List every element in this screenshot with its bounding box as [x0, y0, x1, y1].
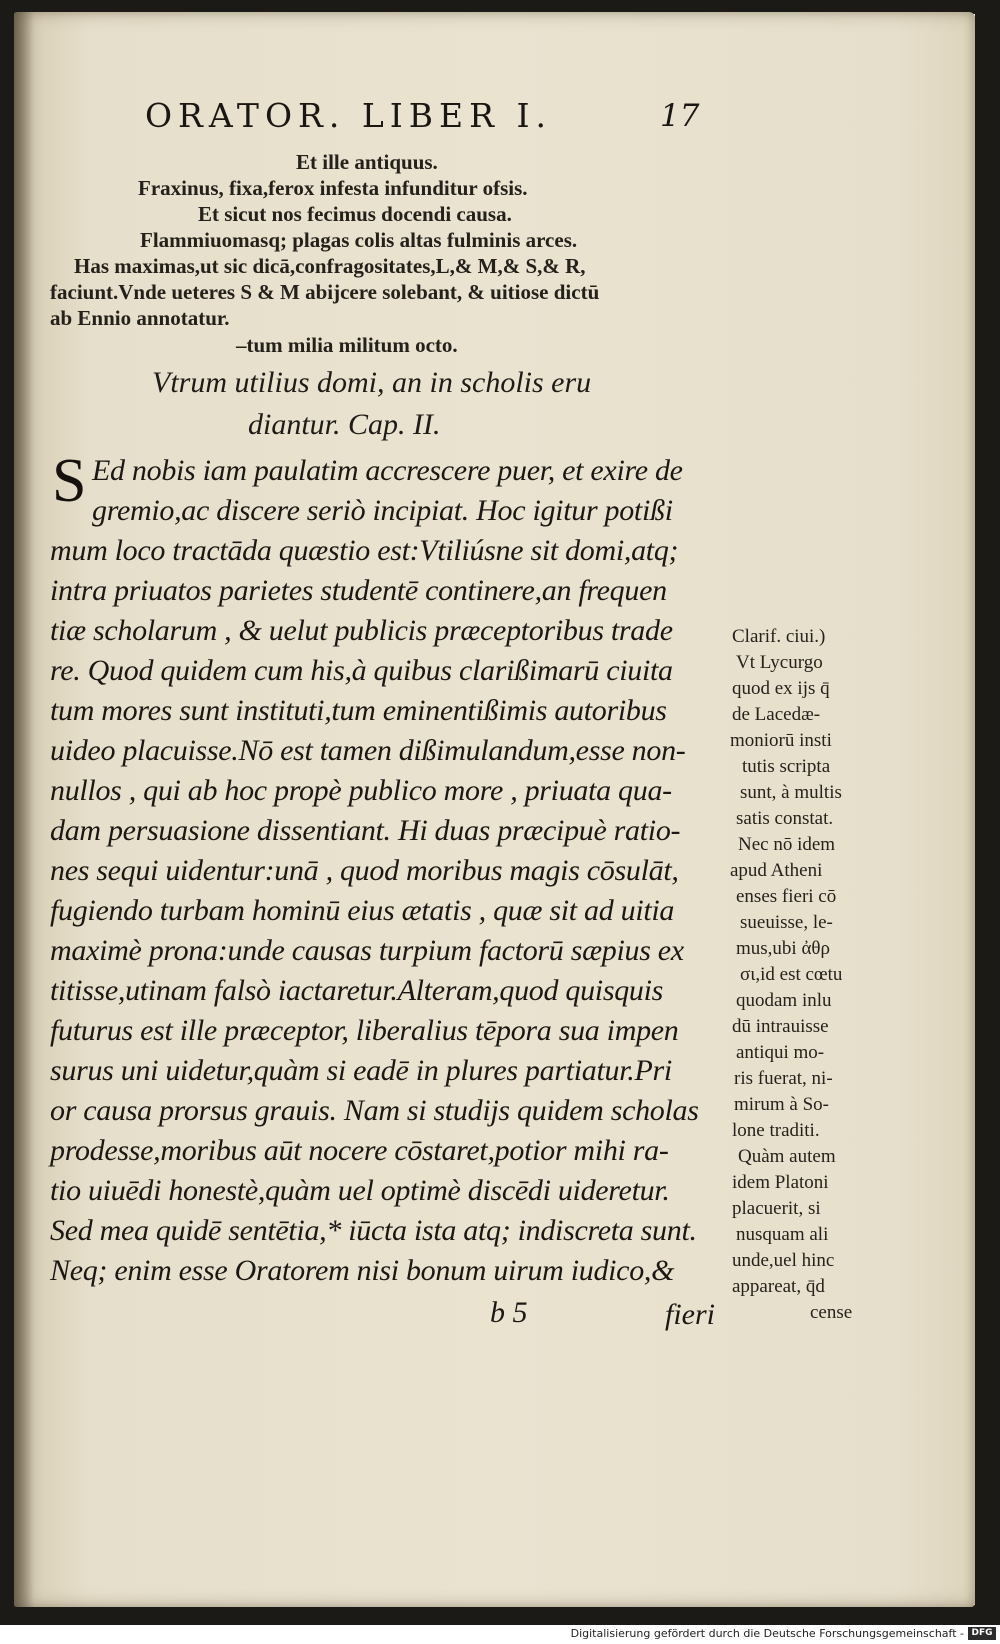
margin-note: σι,id est cœtu	[740, 964, 843, 985]
body-line: tio uiuēdi honestè,quàm uel optimè discēdi uideretur.	[50, 1174, 670, 1207]
verse-line: Fraxinus, fixa,ferox infesta infunditur ofsis.	[138, 176, 528, 200]
body-line: Neq; enim esse Oratorem nisi bonum uirum iudico,&	[50, 1254, 675, 1287]
body-line: gremio,ac discere seriò incipiat. Hoc igitur potißi	[92, 494, 673, 527]
body-line: re. Quod quidem cum his,à quibus clarißimarū ciuita	[50, 654, 673, 687]
margin-note: Clarif. ciui.)	[732, 626, 826, 647]
body-line: uideo placuisse.Nō est tamen dißimulandum,esse non-	[50, 734, 686, 767]
verse-line: Et ille antiquus.	[296, 150, 438, 174]
margin-note: dū intrauisse	[732, 1016, 829, 1037]
margin-note: satis constat.	[736, 808, 834, 829]
margin-note: mus,ubi ἀθρ	[736, 938, 830, 959]
body-line: futurus est ille præceptor, liberalius tēpora sua impen	[50, 1014, 679, 1047]
scan-backdrop-right	[975, 0, 1000, 1625]
margin-note: apud Atheni	[730, 860, 823, 881]
body-line: maximè prona:unde causas turpium factorū sæpius ex	[50, 934, 684, 967]
margin-note: ris fuerat, ni-	[734, 1068, 833, 1089]
margin-note: lone traditi.	[732, 1120, 820, 1141]
body-line: nullos , qui ab hoc propè publico more , priuata qua-	[50, 774, 672, 807]
margin-note: mirum à So-	[734, 1094, 829, 1115]
margin-note: sueuisse, le-	[740, 912, 833, 933]
body-line: surus uni uidetur,quàm si eadē in plures partiatur.Pri	[50, 1054, 672, 1087]
body-line: Sed mea quidē sentētia,* iūcta ista atq; indiscreta sunt.	[50, 1214, 697, 1247]
verse-line: –tum milia militum octo.	[236, 333, 458, 357]
margin-note: sunt, à multis	[740, 782, 842, 803]
body-line: titisse,utinam falsò iactaretur.Alteram,quod quisquis	[50, 974, 664, 1007]
body-line: or causa prorsus grauis. Nam si studijs quidem scholas	[50, 1094, 699, 1127]
body-line: mum loco tractāda quæstio est:Vtiliúsne sit domi,atq;	[50, 534, 679, 567]
margin-note: enses fieri cō	[736, 886, 837, 907]
folio-number: 17	[660, 98, 700, 134]
running-head: ORATOR. LIBER I.	[145, 96, 552, 135]
margin-note: Vt Lycurgo	[736, 652, 823, 673]
margin-note: unde,uel hinc	[732, 1250, 835, 1271]
scan-backdrop-bottom	[0, 1605, 1000, 1625]
gutter-shadow	[14, 12, 34, 1607]
margin-note: moniorū insti	[730, 730, 832, 751]
digitization-credit: Digitalisierung gefördert durch die Deutsche Forschungsgemeinschaft -	[570, 1627, 964, 1640]
signature-mark: b 5	[490, 1296, 528, 1329]
verse-line: Et sicut nos fecimus docendi causa.	[198, 202, 512, 226]
body-line: prodesse,moribus aūt nocere cōstaret,potior mihi ra-	[50, 1134, 669, 1167]
body-line: fugiendo turbam hominū eius ætatis , quæ sit ad uitia	[50, 894, 675, 927]
catchword: fieri	[665, 1298, 715, 1331]
body-line: nes sequi uidentur:unā , quod moribus magis cōsulāt,	[50, 854, 679, 887]
chapter-title-line2: diantur. Cap. II.	[248, 408, 441, 441]
drop-cap: S	[52, 447, 87, 515]
margin-note: appareat, q̄d	[732, 1276, 825, 1297]
body-line: tum mores sunt instituti,tum eminentißimis autoribus	[50, 694, 667, 727]
margin-note: nusquam ali	[736, 1224, 829, 1245]
scan-backdrop-left	[0, 0, 14, 1625]
margin-note: Nec nō idem	[738, 834, 836, 855]
margin-note: antiqui mo-	[736, 1042, 825, 1063]
margin-note: Quàm autem	[738, 1146, 836, 1167]
margin-note: quod ex ijs q̄	[732, 678, 830, 699]
verse-line: ab Ennio annotatur.	[50, 306, 230, 330]
body-line: Ed nobis iam paulatim accrescere puer, et exire de	[92, 454, 683, 487]
body-line: dam persuasione dissentiant. Hi duas præcipuè ratio-	[50, 814, 681, 847]
margin-note: placuerit, si	[732, 1198, 821, 1219]
margin-note: de Lacedæ-	[732, 704, 821, 725]
body-line: intra priuatos parietes studentē continere,an frequen	[50, 574, 667, 607]
verse-line: faciunt.Vnde ueteres S & M abijcere solebant, & uitiose dictū	[50, 280, 600, 304]
margin-note: idem Platoni	[732, 1172, 829, 1193]
body-line: tiæ scholarum , & uelut publicis præceptoribus trade	[50, 614, 673, 647]
margin-note: quodam inlu	[736, 990, 832, 1011]
margin-note: tutis scripta	[742, 756, 831, 777]
chapter-title-line1: Vtrum utilius domi, an in scholis eru	[152, 366, 592, 399]
margin-note: cense	[810, 1302, 853, 1323]
verse-line: Flammiuomasq; plagas colis altas fulminis arces.	[140, 228, 578, 252]
dfg-logo: DFG	[968, 1627, 996, 1640]
verse-line: Has maximas,ut sic dicā,confragositates,L,& M,& S,& R,	[74, 254, 586, 278]
